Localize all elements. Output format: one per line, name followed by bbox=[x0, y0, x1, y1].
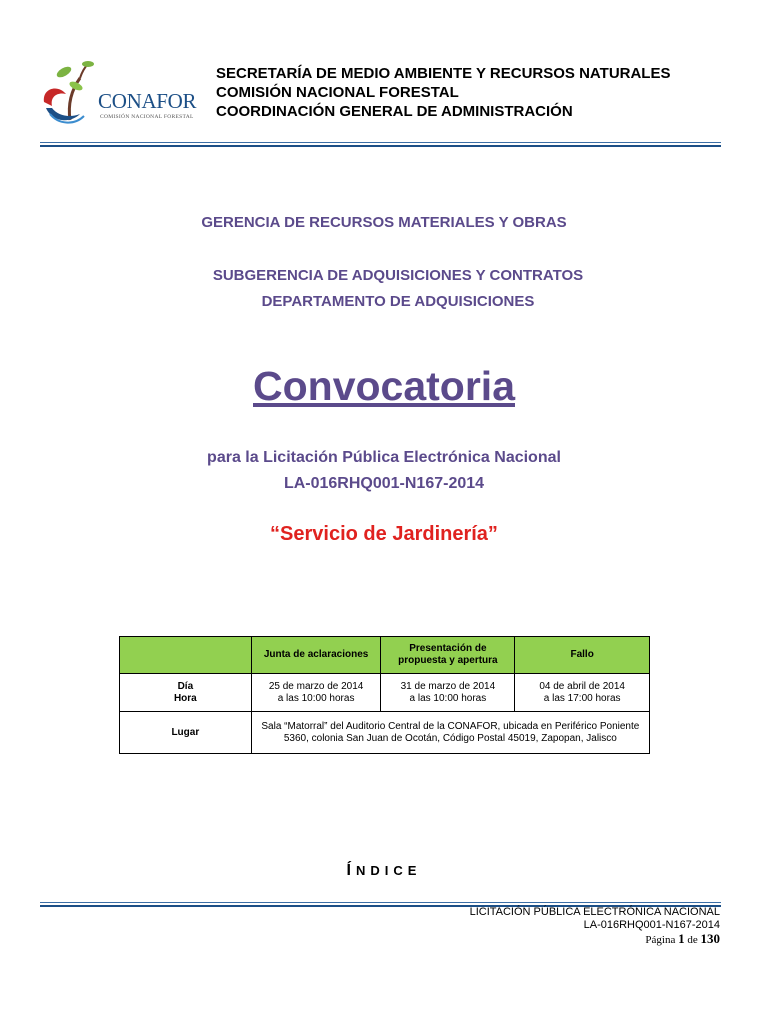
service-name: “Servicio de Jardinería” bbox=[270, 523, 498, 545]
cell-presentacion-datetime bbox=[381, 674, 515, 712]
document-title: Convocatoria bbox=[253, 363, 515, 409]
subgerencia-heading: SUBGERENCIA DE ADQUISICIONES Y CONTRATOS bbox=[212, 267, 584, 284]
table-header-junta: Junta de aclaraciones bbox=[251, 637, 381, 674]
row-label-lugar: Lugar bbox=[120, 712, 252, 754]
presentacion-time: a las 10:00 horas bbox=[409, 692, 487, 704]
junta-time: a las 10:00 horas bbox=[277, 692, 355, 704]
page-total: 130 bbox=[700, 931, 720, 946]
tender-type: para la Licitación Pública Electrónica Nacional bbox=[207, 449, 561, 466]
fallo-date: 04 de abril de 2014 bbox=[539, 680, 625, 692]
table-header-fallo: Fallo bbox=[515, 637, 650, 674]
page-of: de bbox=[687, 934, 698, 946]
junta-date: 25 de marzo de 2014 bbox=[268, 680, 364, 692]
index-heading bbox=[0, 862, 768, 880]
gerencia-heading: GERENCIA DE RECURSOS MATERIALES Y OBRAS bbox=[201, 214, 567, 231]
header-line-comision: COMISIÓN NACIONAL FORESTAL bbox=[216, 84, 459, 101]
header-line-secretaria: SECRETARÍA DE MEDIO AMBIENTE Y RECURSOS NATURALES bbox=[216, 65, 671, 82]
fallo-time: a las 17:00 horas bbox=[543, 692, 621, 704]
cell-lugar-value: Sala “Matorral” del Auditorio Central de la CONAFOR, ubicada en Periférico Poniente 5360, colonia San Juan de Ocotán, Código Postal 45019, Zapopan, Jalisco bbox=[251, 712, 649, 754]
header-line-coordinacion: COORDINACIÓN GENERAL DE ADMINISTRACIÓN bbox=[216, 103, 573, 120]
page-number bbox=[470, 932, 720, 947]
presentacion-date: 31 de marzo de 2014 bbox=[400, 680, 496, 692]
tender-subtitle bbox=[0, 445, 768, 497]
logo-subtext: COMISIÓN NACIONAL FORESTAL bbox=[100, 114, 194, 120]
index-heading-initial: Í bbox=[346, 862, 356, 879]
row-label-dia: Día bbox=[177, 680, 194, 692]
table-header-empty bbox=[120, 637, 252, 674]
page-footer bbox=[470, 906, 720, 947]
subgerencia-block bbox=[188, 263, 608, 315]
header-divider bbox=[40, 142, 721, 147]
logo-wordmark: CONAFOR bbox=[98, 89, 197, 113]
tender-number: LA-016RHQ001-N167-2014 bbox=[283, 475, 485, 492]
table-row-lugar bbox=[120, 712, 650, 754]
page-word: Página bbox=[645, 934, 676, 946]
schedule-table bbox=[119, 636, 650, 754]
page-current: 1 bbox=[678, 931, 685, 946]
table-row-dia-hora bbox=[120, 674, 650, 712]
tree-emblem-icon bbox=[40, 58, 100, 128]
conafor-logo bbox=[40, 58, 200, 130]
footer-tender-type: LICITACIÓN PÚBLICA ELECTRÓNICA NACIONAL bbox=[469, 906, 720, 918]
cell-fallo-datetime bbox=[515, 674, 650, 712]
row-label-dia-hora bbox=[120, 674, 252, 712]
table-header-row bbox=[120, 637, 650, 674]
header-institution-block bbox=[216, 64, 670, 121]
index-heading-rest: NDICE bbox=[356, 863, 422, 878]
row-label-hora: Hora bbox=[173, 692, 197, 704]
table-header-presentacion: Presentación de propuesta y apertura bbox=[381, 637, 515, 674]
cell-junta-datetime bbox=[251, 674, 381, 712]
footer-tender-number: LA-016RHQ001-N167-2014 bbox=[583, 919, 720, 931]
departamento-heading: DEPARTAMENTO DE ADQUISICIONES bbox=[261, 293, 535, 310]
